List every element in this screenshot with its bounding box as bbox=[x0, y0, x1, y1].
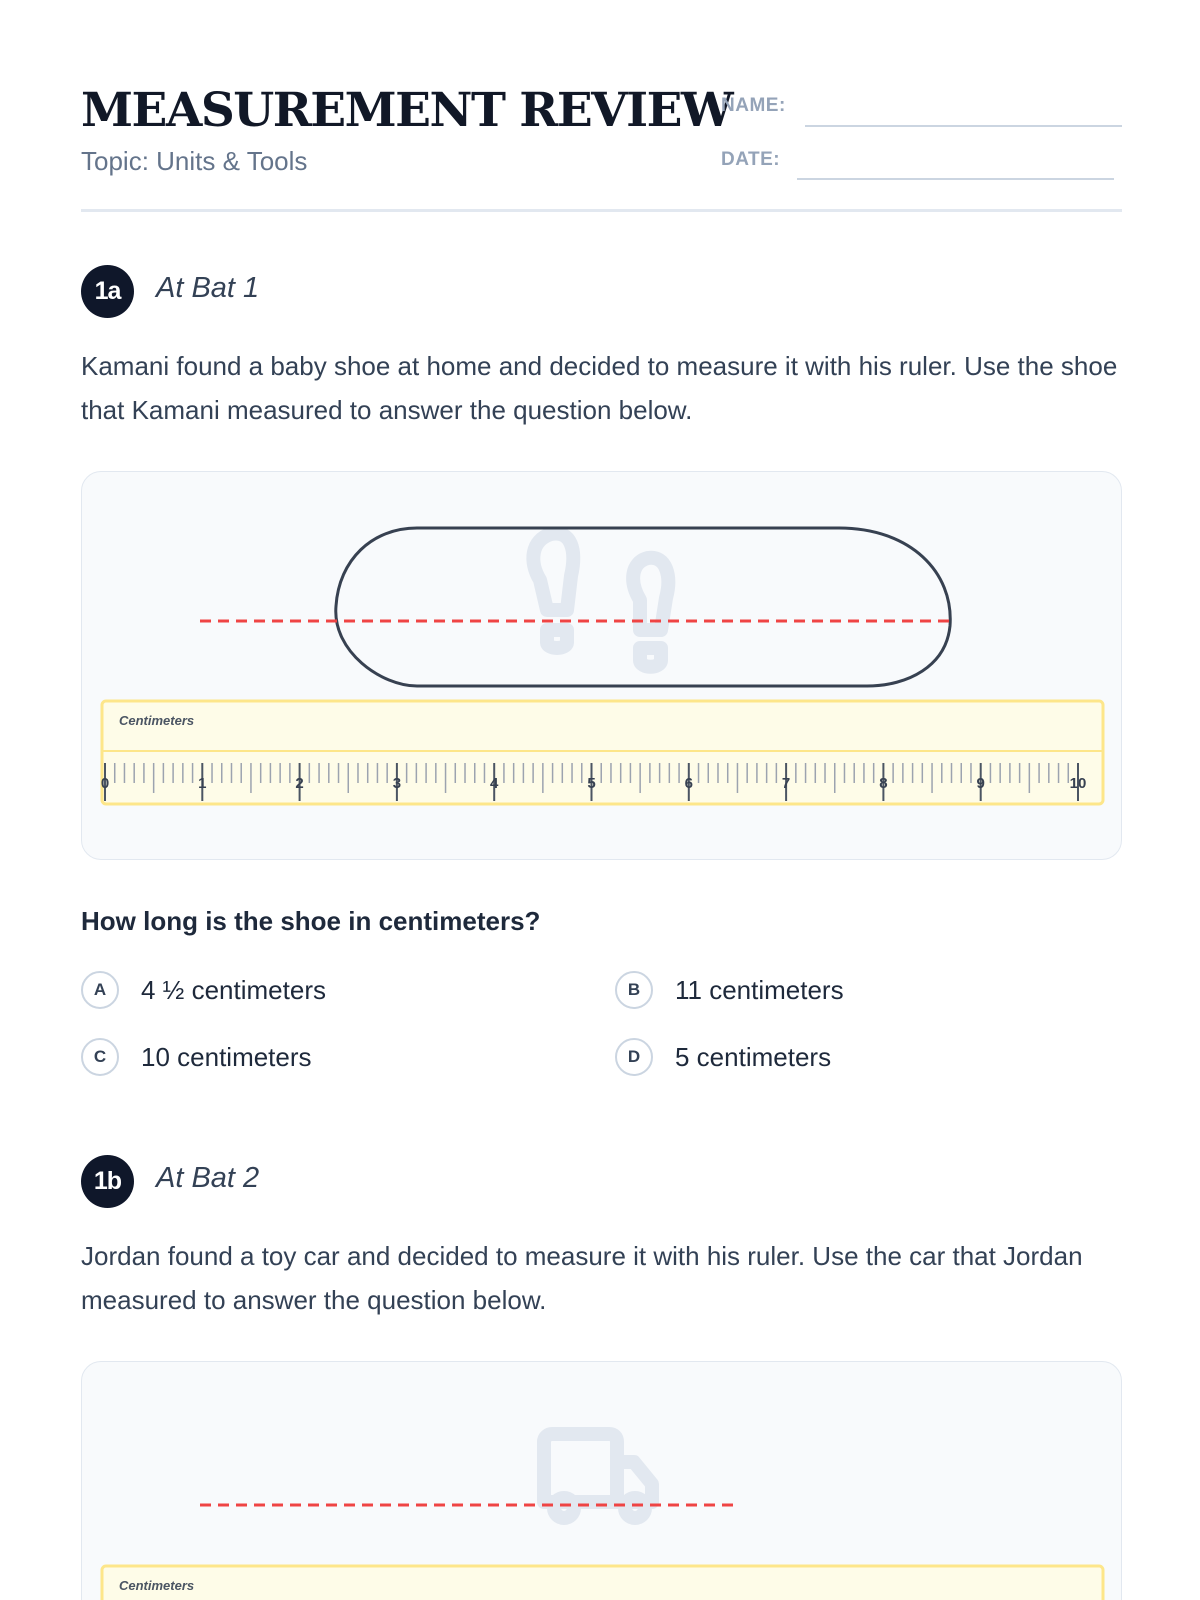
question-text: Jordan found a toy car and decided to measure it with his ruler. Use the car that Jordan measured to answer the question below. bbox=[81, 1241, 1083, 1315]
ruler bbox=[102, 1566, 1103, 1600]
page-title: MEASUREMENT REVIEW bbox=[81, 83, 733, 138]
choice-text: 5 centimeters bbox=[675, 1041, 832, 1072]
question-prompt: How long is the shoe in centimeters? bbox=[81, 906, 541, 936]
ruler-number: 2 bbox=[295, 775, 304, 792]
ruler-number: 10 bbox=[1069, 775, 1087, 792]
ruler-number: 8 bbox=[879, 775, 888, 792]
ruler-number: 7 bbox=[781, 775, 791, 792]
answer-choice-c[interactable] bbox=[81, 1037, 312, 1077]
answer-choice-d[interactable] bbox=[615, 1037, 831, 1077]
date-label: DATE: bbox=[721, 149, 781, 170]
date-field[interactable] bbox=[797, 178, 1114, 180]
ruler-number: 0 bbox=[100, 775, 110, 792]
choice-letter: D bbox=[615, 1038, 653, 1076]
question-text: Kamani found a baby shoe at home and decided to measure it with his ruler. Use the shoe that Kamani measured to answer the question below. bbox=[81, 351, 1118, 425]
choice-letter: A bbox=[81, 971, 119, 1009]
ruler-number: 3 bbox=[392, 775, 402, 792]
name-label: NAME: bbox=[721, 95, 786, 116]
ruler-number: 6 bbox=[684, 775, 693, 792]
choice-text: 10 centimeters bbox=[141, 1041, 312, 1072]
measurement-figure bbox=[81, 471, 1122, 860]
choice-text: 11 centimeters bbox=[675, 974, 844, 1005]
ruler-unit-label: Centimeters bbox=[119, 1578, 195, 1593]
name-field[interactable] bbox=[805, 125, 1122, 127]
topic-subtitle: Topic: Units & Tools bbox=[81, 146, 308, 176]
ruler-number: 5 bbox=[587, 775, 596, 792]
worksheet-header bbox=[81, 80, 1122, 212]
question-number-badge: 1b bbox=[81, 1155, 134, 1208]
ruler-unit-label: Centimeters bbox=[119, 713, 195, 728]
choice-letter: C bbox=[81, 1038, 119, 1076]
ruler-number: 1 bbox=[198, 775, 207, 792]
choice-letter: B bbox=[615, 971, 653, 1009]
footprints-icon bbox=[533, 533, 668, 666]
measurement-figure bbox=[81, 1361, 1122, 1600]
ruler-number: 4 bbox=[490, 775, 499, 792]
question-number-badge: 1a bbox=[81, 265, 134, 318]
answer-choice-a[interactable] bbox=[81, 970, 326, 1010]
choice-text: 4 ½ centimeters bbox=[141, 974, 326, 1005]
ruler bbox=[101, 701, 1103, 804]
question-title: At Bat 1 bbox=[156, 272, 260, 304]
ruler-number: 9 bbox=[976, 775, 985, 792]
question-title: At Bat 2 bbox=[156, 1162, 260, 1194]
answer-choice-b[interactable] bbox=[615, 970, 844, 1010]
